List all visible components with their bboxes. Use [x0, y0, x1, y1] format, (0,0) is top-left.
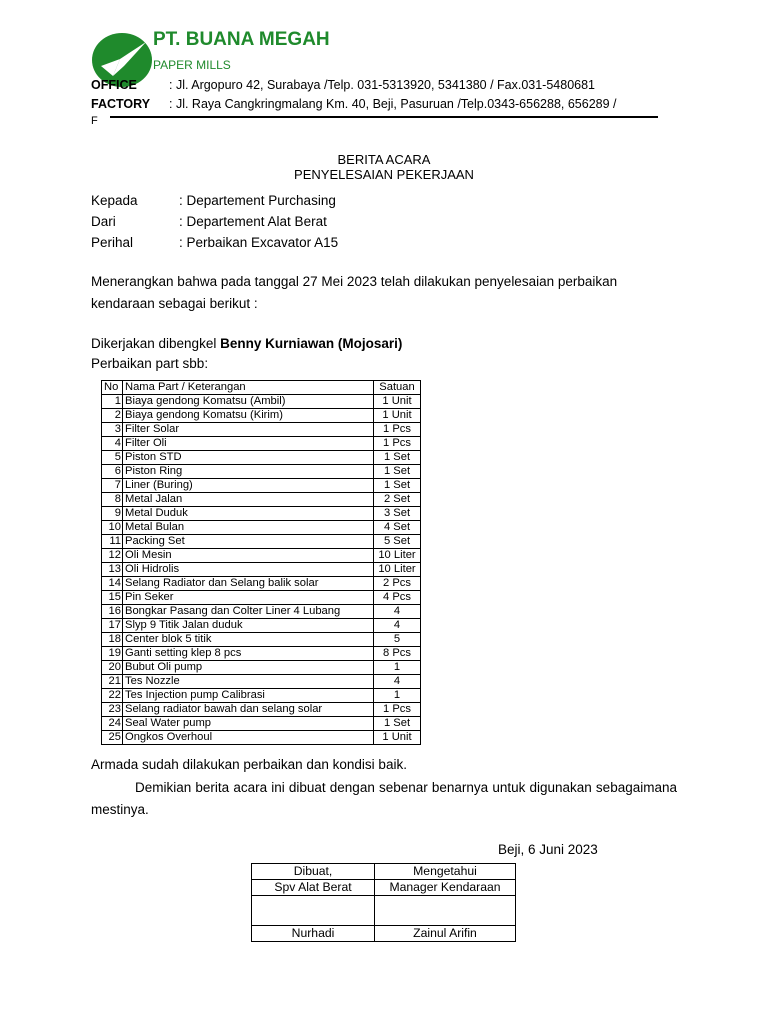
row-name: Metal Bulan [123, 521, 374, 535]
row-no: 21 [102, 675, 123, 689]
row-name: Biaya gendong Komatsu (Ambil) [123, 395, 374, 409]
table-row [102, 521, 421, 535]
row-no: 3 [102, 423, 123, 437]
right-signature-space [375, 896, 516, 926]
right-name: Zainul Arifin [375, 926, 516, 942]
row-no: 17 [102, 619, 123, 633]
meta-key: Kepada [91, 193, 138, 208]
table-row [102, 395, 421, 409]
left-role: Spv Alat Berat [252, 880, 375, 896]
row-satuan: 1 [374, 661, 421, 675]
row-no: 18 [102, 633, 123, 647]
office-label: OFFICE [91, 78, 137, 92]
workshop-line [91, 336, 402, 351]
right-role: Manager Kendaraan [375, 880, 516, 896]
row-no: 25 [102, 731, 123, 745]
header-satuan: Satuan [374, 381, 421, 395]
row-no: 22 [102, 689, 123, 703]
row-no: 24 [102, 717, 123, 731]
table-row [102, 409, 421, 423]
row-satuan: 10 Liter [374, 549, 421, 563]
row-satuan: 1 Unit [374, 731, 421, 745]
meta-row-kepada [91, 193, 336, 208]
row-name: Slyp 9 Titik Jalan duduk [123, 619, 374, 633]
table-row [102, 493, 421, 507]
row-name: Filter Oli [123, 437, 374, 451]
row-no: 16 [102, 605, 123, 619]
row-name: Seal Water pump [123, 717, 374, 731]
row-satuan: 1 Set [374, 479, 421, 493]
table-row [102, 423, 421, 437]
row-name: Liner (Buring) [123, 479, 374, 493]
row-satuan: 1 Unit [374, 395, 421, 409]
row-name: Piston Ring [123, 465, 374, 479]
document-date: Beji, 6 Juni 2023 [498, 842, 598, 857]
table-row [102, 479, 421, 493]
row-name: Ongkos Overhoul [123, 731, 374, 745]
row-no: 1 [102, 395, 123, 409]
row-no: 10 [102, 521, 123, 535]
row-name: Packing Set [123, 535, 374, 549]
signature-heading-row [252, 864, 516, 880]
parts-table-body [102, 395, 421, 745]
table-row [102, 689, 421, 703]
row-no: 2 [102, 409, 123, 423]
row-name: Metal Jalan [123, 493, 374, 507]
table-row [102, 437, 421, 451]
row-satuan: 5 Set [374, 535, 421, 549]
factory-text-continuation: F [91, 115, 98, 127]
row-no: 9 [102, 507, 123, 521]
row-satuan: 1 [374, 689, 421, 703]
row-no: 19 [102, 647, 123, 661]
row-name: Pin Seker [123, 591, 374, 605]
row-satuan: 1 Set [374, 465, 421, 479]
table-row [102, 535, 421, 549]
row-name: Biaya gendong Komatsu (Kirim) [123, 409, 374, 423]
row-no: 23 [102, 703, 123, 717]
company-name: PT. BUANA MEGAH [153, 29, 330, 50]
office-text: : Jl. Argopuro 42, Surabaya /Telp. 031-5313920, 5341380 / Fax.031-5480681 [169, 78, 596, 92]
table-row [102, 563, 421, 577]
table-row [102, 605, 421, 619]
row-name: Filter Solar [123, 423, 374, 437]
table-row [102, 675, 421, 689]
row-no: 14 [102, 577, 123, 591]
table-row [102, 703, 421, 717]
office-address [91, 78, 595, 92]
table-row [102, 451, 421, 465]
row-satuan: 2 Pcs [374, 577, 421, 591]
workshop-prefix: Dikerjakan dibengkel [91, 336, 217, 351]
document-subtitle: PENYELESAIAN PEKERJAAN [294, 167, 474, 182]
row-satuan: 5 [374, 633, 421, 647]
meta-value: : Departement Alat Berat [179, 214, 327, 229]
row-satuan: 2 Set [374, 493, 421, 507]
row-name: Oli Hidrolis [123, 563, 374, 577]
row-satuan: 8 Pcs [374, 647, 421, 661]
table-header-row [102, 381, 421, 395]
table-row [102, 647, 421, 661]
row-no: 20 [102, 661, 123, 675]
row-name: Tes Injection pump Calibrasi [123, 689, 374, 703]
table-row [102, 633, 421, 647]
row-no: 5 [102, 451, 123, 465]
meta-value: : Perbaikan Excavator A15 [179, 235, 339, 250]
row-satuan: 1 Set [374, 451, 421, 465]
row-no: 13 [102, 563, 123, 577]
table-row [102, 619, 421, 633]
meta-key: Perihal [91, 235, 134, 250]
factory-address [91, 97, 617, 111]
row-satuan: 4 [374, 619, 421, 633]
left-heading: Dibuat, [252, 864, 375, 880]
table-row [102, 717, 421, 731]
row-no: 6 [102, 465, 123, 479]
row-no: 7 [102, 479, 123, 493]
table-row [102, 731, 421, 745]
table-row [102, 577, 421, 591]
right-heading: Mengetahui [375, 864, 516, 880]
document-title: BERITA ACARA [337, 152, 431, 167]
signature-space-row [252, 896, 516, 926]
row-satuan: 4 Set [374, 521, 421, 535]
row-satuan: 1 Set [374, 717, 421, 731]
row-satuan: 4 [374, 605, 421, 619]
header-no: No [102, 381, 123, 395]
left-name: Nurhadi [252, 926, 375, 942]
row-name: Oli Mesin [123, 549, 374, 563]
row-no: 11 [102, 535, 123, 549]
row-name: Selang radiator bawah dan selang solar [123, 703, 374, 717]
row-name: Ganti setting klep 8 pcs [123, 647, 374, 661]
row-name: Center blok 5 titik [123, 633, 374, 647]
meta-value: : Departement Purchasing [179, 193, 336, 208]
row-no: 8 [102, 493, 123, 507]
intro-paragraph: Menerangkan bahwa pada tanggal 27 Mei 2023 telah dilakukan penyelesaian perbaikan kendaraan sebagai berikut : [91, 274, 618, 311]
left-signature-space [252, 896, 375, 926]
table-row [102, 465, 421, 479]
row-name: Tes Nozzle [123, 675, 374, 689]
row-satuan: 1 Pcs [374, 703, 421, 717]
row-name: Piston STD [123, 451, 374, 465]
row-no: 12 [102, 549, 123, 563]
row-no: 15 [102, 591, 123, 605]
row-name: Bongkar Pasang dan Colter Liner 4 Lubang [123, 605, 374, 619]
table-row [102, 549, 421, 563]
condition-text: Armada sudah dilakukan perbaikan dan kondisi baik. [91, 757, 407, 772]
meta-row-dari [91, 214, 327, 229]
factory-label: FACTORY [91, 97, 151, 111]
row-satuan: 1 Unit [374, 409, 421, 423]
repair-label: Perbaikan part sbb: [91, 356, 209, 371]
parts-table [101, 380, 421, 745]
row-no: 4 [102, 437, 123, 451]
row-satuan: 4 [374, 675, 421, 689]
signature-role-row [252, 880, 516, 896]
table-row [102, 591, 421, 605]
workshop-name: Benny Kurniawan (Mojosari) [220, 336, 403, 351]
meta-key: Dari [91, 214, 116, 229]
row-name: Bubut Oli pump [123, 661, 374, 675]
signature-table [251, 863, 516, 942]
row-name: Metal Duduk [123, 507, 374, 521]
header-rule [110, 116, 658, 118]
closing-paragraph: Demikian berita acara ini dibuat dengan sebenar benarnya untuk digunakan sebagaimana mestinya. [91, 780, 677, 817]
row-satuan: 4 Pcs [374, 591, 421, 605]
row-satuan: 1 Pcs [374, 437, 421, 451]
meta-row-perihal [91, 235, 338, 250]
row-satuan: 10 Liter [374, 563, 421, 577]
signature-name-row [252, 926, 516, 942]
table-row [102, 661, 421, 675]
row-name: Selang Radiator dan Selang balik solar [123, 577, 374, 591]
factory-text: : Jl. Raya Cangkringmalang Km. 40, Beji, Pasuruan /Telp.0343-656288, 656289 / [169, 97, 617, 111]
table-row [102, 507, 421, 521]
header-name: Nama Part / Keterangan [123, 381, 374, 395]
company-subtitle: PAPER MILLS [153, 58, 231, 72]
row-satuan: 3 Set [374, 507, 421, 521]
row-satuan: 1 Pcs [374, 423, 421, 437]
